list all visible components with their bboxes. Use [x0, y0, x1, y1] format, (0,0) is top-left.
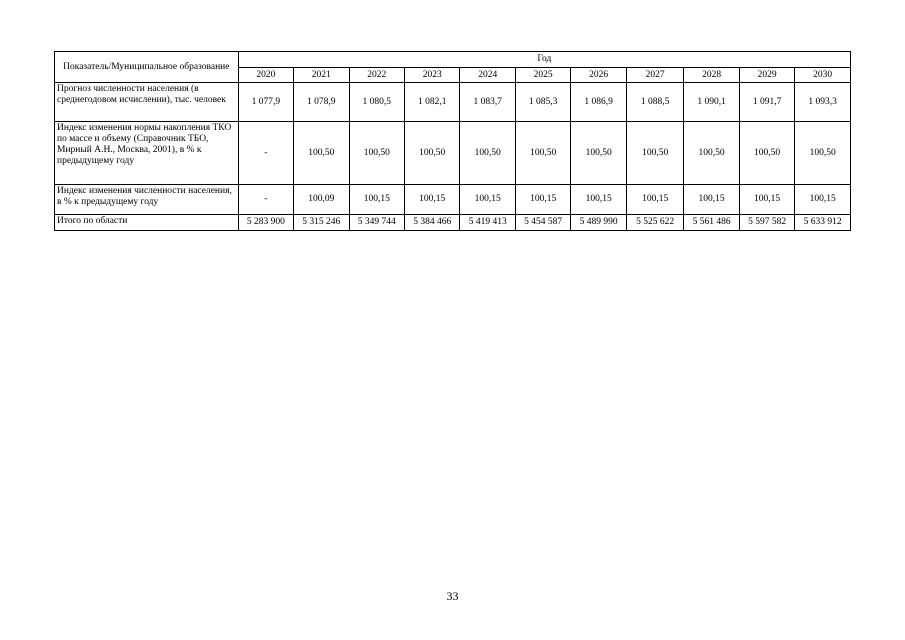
- table-cell: 100,15: [571, 185, 626, 215]
- table-cell: 100,15: [515, 185, 570, 215]
- table-cell: 1 093,3: [795, 83, 851, 122]
- page-number: 33: [446, 589, 459, 603]
- table-row: [55, 83, 851, 122]
- table-body: [55, 83, 851, 231]
- table-cell: 100,50: [795, 122, 851, 185]
- row-label: Индекс изменения численности населения, в % к предыдущему году: [55, 185, 239, 215]
- table-cell: 5 283 900: [238, 215, 293, 231]
- table-cell: 100,50: [349, 122, 404, 185]
- table-cell: 1 083,7: [460, 83, 515, 122]
- table-cell: 5 489 990: [571, 215, 626, 231]
- table-cell: 5 384 466: [405, 215, 460, 231]
- table-cell: 5 419 413: [460, 215, 515, 231]
- year-header: 2028: [684, 68, 739, 83]
- table-cell: 1 078,9: [294, 83, 349, 122]
- table-cell: -: [238, 122, 293, 185]
- year-header: 2030: [795, 68, 851, 83]
- table-cell: 5 315 246: [294, 215, 349, 231]
- table-cell: 100,15: [405, 185, 460, 215]
- year-header: 2022: [349, 68, 404, 83]
- year-header: 2023: [405, 68, 460, 83]
- table-cell: 100,15: [626, 185, 684, 215]
- table-cell: 1 080,5: [349, 83, 404, 122]
- table-cell: -: [238, 185, 293, 215]
- table-cell: 100,09: [294, 185, 349, 215]
- table-cell: 5 597 582: [739, 215, 794, 231]
- table-row: [55, 215, 851, 231]
- row-label: Прогноз численности населения (в среднегодовом исчислении), тыс. человек: [55, 83, 239, 122]
- table-cell: 100,15: [460, 185, 515, 215]
- year-header: 2020: [238, 68, 293, 83]
- table-cell: 100,50: [626, 122, 684, 185]
- table-cell: 1 088,5: [626, 83, 684, 122]
- year-header: 2027: [626, 68, 684, 83]
- table-cell: 1 086,9: [571, 83, 626, 122]
- year-header: 2025: [515, 68, 570, 83]
- table-cell: 1 090,1: [684, 83, 739, 122]
- year-header: 2021: [294, 68, 349, 83]
- table-cell: 100,50: [684, 122, 739, 185]
- table-cell: 5 561 486: [684, 215, 739, 231]
- forecast-table: [54, 51, 851, 231]
- table-cell: 100,50: [739, 122, 794, 185]
- table-cell: 100,15: [349, 185, 404, 215]
- table-cell: 5 633 912: [795, 215, 851, 231]
- table-cell: 5 525 622: [626, 215, 684, 231]
- indicator-header: Показатель/Муниципальное образование: [55, 52, 239, 83]
- table-cell: 100,50: [294, 122, 349, 185]
- year-header: 2029: [739, 68, 794, 83]
- row-label: Итого по области: [55, 215, 239, 231]
- table-cell: 1 082,1: [405, 83, 460, 122]
- table-cell: 100,50: [571, 122, 626, 185]
- row-label: Индекс изменения нормы накопления ТКО по массе и объему (Справочник ТБО, Мирный А.Н., Москва, 2001), в % к предыдущему году: [55, 122, 239, 185]
- table-row: [55, 185, 851, 215]
- year-group-header: Год: [238, 52, 850, 68]
- table-cell: 1 091,7: [739, 83, 794, 122]
- table-cell: 5 349 744: [349, 215, 404, 231]
- table-cell: 100,15: [795, 185, 851, 215]
- table-cell: 100,15: [739, 185, 794, 215]
- table-cell: 5 454 587: [515, 215, 570, 231]
- table-cell: 100,50: [515, 122, 570, 185]
- table-cell: 100,50: [405, 122, 460, 185]
- year-header: 2024: [460, 68, 515, 83]
- table-cell: 1 077,9: [238, 83, 293, 122]
- table-row: [55, 122, 851, 185]
- table-cell: 100,15: [684, 185, 739, 215]
- table-cell: 100,50: [460, 122, 515, 185]
- table-cell: 1 085,3: [515, 83, 570, 122]
- year-header: 2026: [571, 68, 626, 83]
